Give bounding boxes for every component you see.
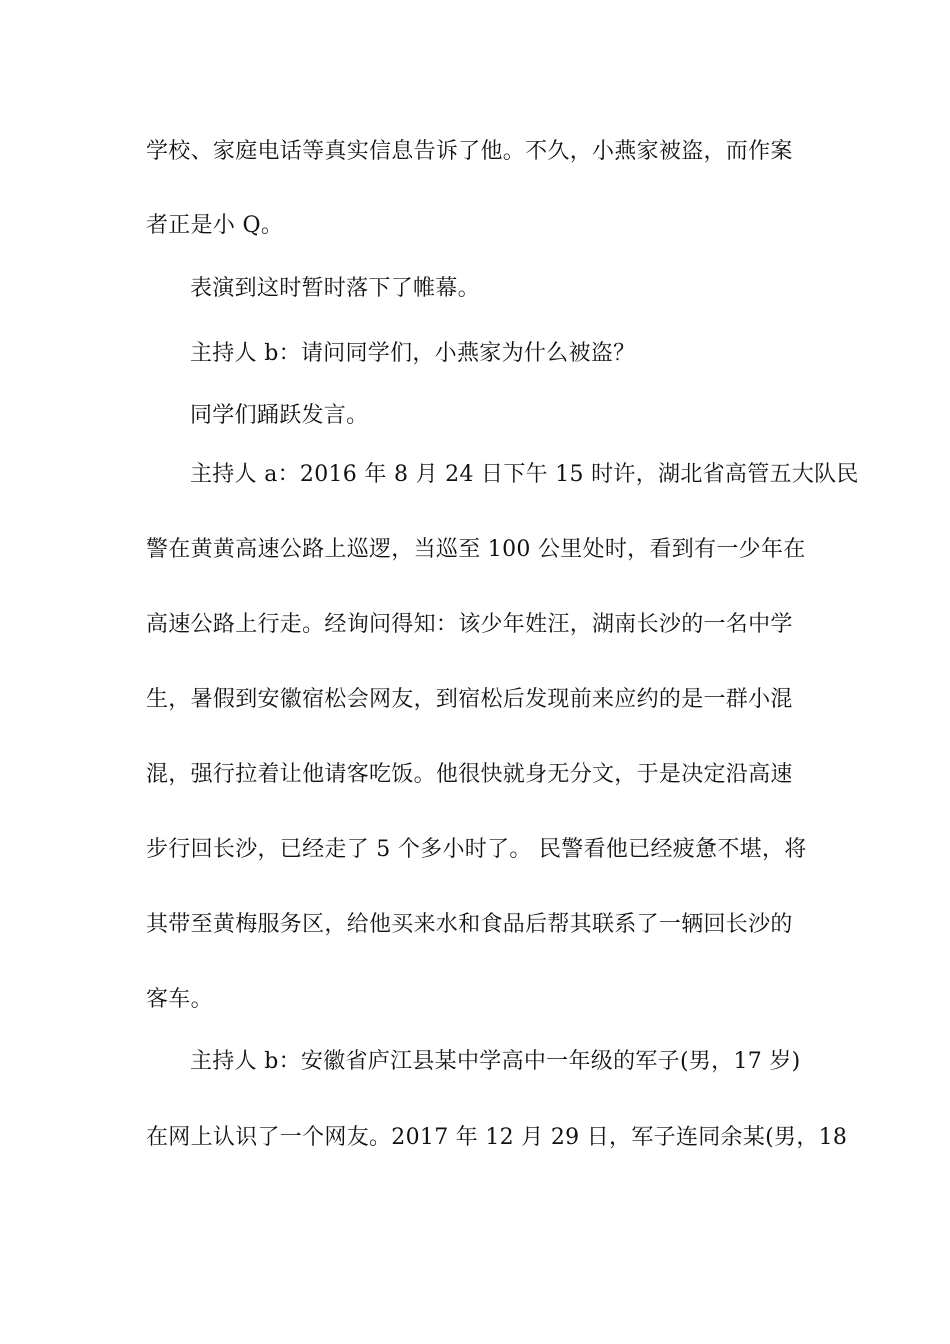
text-line: 其带至黄梅服务区，给他买来水和食品后帮其联系了一辆回长沙的 <box>146 912 793 937</box>
paragraph-line: 同学们踊跃发言。 <box>190 403 369 428</box>
text-line: 步行回长沙，已经走了 5 个多小时了。 民警看他已经疲惫不堪，将 <box>146 837 807 862</box>
text-line: 警在黄黄高速公路上巡逻，当巡至 100 公里处时，看到有一少年在 <box>146 537 806 562</box>
text-line: 混，强行拉着让他请客吃饭。他很快就身无分文，于是决定沿高速 <box>146 762 793 787</box>
text-line: 学校、家庭电话等真实信息告诉了他。不久，小燕家被盗，而作案 <box>146 139 793 164</box>
paragraph-line: 主持人 b：安徽省庐江县某中学高中一年级的军子(男，17 岁) <box>190 1049 801 1074</box>
text-line: 者正是小 Q。 <box>146 213 284 238</box>
text-line: 客车。 <box>146 987 213 1012</box>
paragraph-line: 主持人 b：请问同学们，小燕家为什么被盗？ <box>190 341 636 366</box>
text-line: 生，暑假到安徽宿松会网友，到宿松后发现前来应约的是一群小混 <box>146 687 793 712</box>
paragraph-line: 表演到这时暂时落下了帷幕。 <box>190 276 480 301</box>
text-line: 在网上认识了一个网友。2017 年 12 月 29 日，军子连同余某(男，18 <box>146 1125 848 1150</box>
paragraph-line: 主持人 a：2016 年 8 月 24 日下午 15 时许，湖北省高管五大队民 <box>190 462 859 487</box>
text-line: 高速公路上行走。经询问得知：该少年姓汪，湖南长沙的一名中学 <box>146 612 793 637</box>
